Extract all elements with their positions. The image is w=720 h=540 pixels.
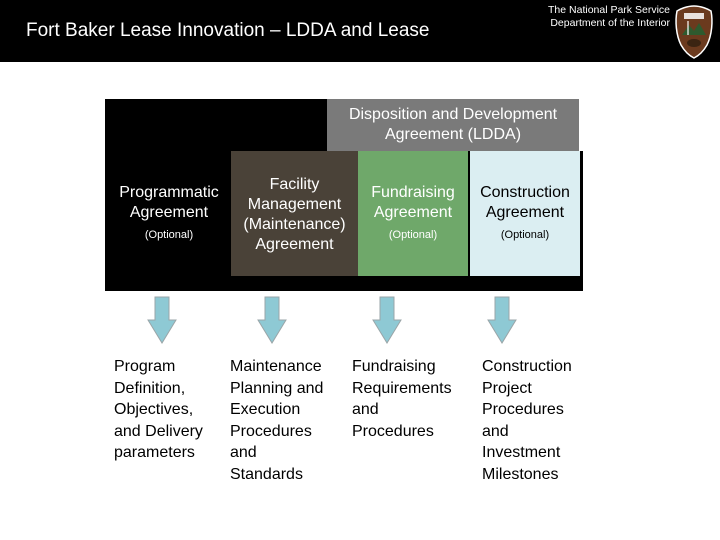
- box-line: (Maintenance): [243, 216, 346, 233]
- optional-note: (Optional): [388, 229, 438, 241]
- description-line: Project: [482, 379, 532, 397]
- description-line: Procedures: [230, 422, 312, 440]
- fundraising-agreement-box: [358, 151, 468, 276]
- box-line: Agreement: [255, 236, 334, 253]
- header-bar: [0, 0, 720, 62]
- description-line: and: [352, 401, 379, 418]
- description-line: parameters: [114, 444, 195, 461]
- ldda-label-line-1: Disposition and Development: [348, 106, 558, 123]
- box-line: Agreement: [485, 204, 565, 221]
- box-line: Agreement: [373, 204, 453, 221]
- agency-line-1: The National Park Service: [548, 4, 670, 16]
- fundraising-description: [352, 356, 452, 442]
- box-line: Facility: [269, 176, 320, 193]
- agency-label: [470, 4, 670, 30]
- description-line: Procedures: [352, 422, 434, 440]
- description-line: and Delivery: [114, 422, 203, 440]
- box-line: Programmatic: [119, 184, 219, 201]
- description-line: and: [482, 422, 509, 440]
- down-arrow-icon: [372, 296, 402, 344]
- description-line: Program: [114, 358, 176, 375]
- description-line: Standards: [230, 465, 303, 483]
- description-line: Investment: [482, 444, 561, 461]
- down-arrow-icon: [487, 296, 517, 344]
- description-line: Definition,: [114, 379, 186, 397]
- description-line: Procedures: [482, 401, 564, 418]
- box-line: Management: [247, 196, 342, 213]
- optional-note: (Optional): [144, 229, 194, 241]
- ldda-label: [327, 99, 579, 151]
- facility-management-description: [230, 356, 323, 485]
- description-line: and: [230, 444, 257, 461]
- nps-arrowhead-icon: [674, 5, 714, 59]
- construction-agreement-box: [470, 151, 580, 276]
- description-line: Milestones: [482, 465, 559, 483]
- box-line: Construction: [480, 184, 570, 201]
- box-line: Agreement: [129, 204, 209, 221]
- description-line: Objectives,: [114, 401, 194, 418]
- description-line: Requirements: [352, 379, 452, 397]
- description-line: Execution: [230, 401, 301, 418]
- ldda-label-line-2: Agreement (LDDA): [384, 126, 522, 143]
- box-line: Fundraising: [371, 184, 455, 201]
- description-line: Construction: [482, 358, 572, 375]
- ldda-header-spacer: [105, 99, 327, 151]
- description-line: Maintenance: [230, 358, 322, 375]
- optional-note: (Optional): [500, 229, 550, 241]
- page-title: Fort Baker Lease Innovation – LDDA and Lease: [26, 20, 430, 41]
- facility-management-agreement-box: [231, 151, 358, 276]
- construction-description: [482, 356, 572, 485]
- programmatic-description: [114, 356, 203, 464]
- programmatic-agreement-box: [107, 151, 231, 276]
- down-arrow-icon: [257, 296, 287, 344]
- down-arrow-icon: [147, 296, 177, 344]
- agency-line-2: Department of the Interior: [550, 17, 670, 29]
- description-line: Planning and: [230, 379, 324, 397]
- description-line: Fundraising: [352, 358, 436, 375]
